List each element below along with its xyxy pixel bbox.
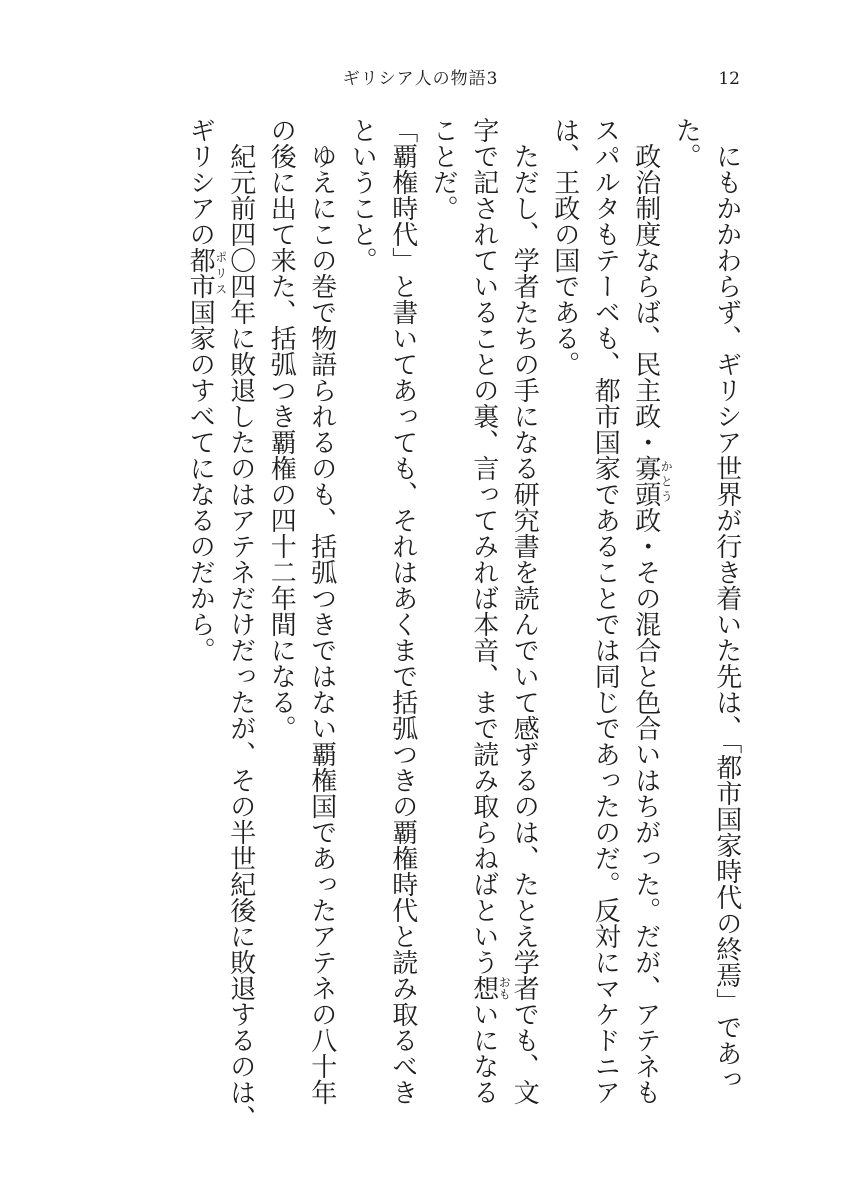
column-text: 国家のすべてになるのだから。 xyxy=(185,299,216,663)
text-column xyxy=(544,117,585,1147)
running-title: ギリシア人の物語3 xyxy=(342,69,499,89)
ruby-annotation: かとう xyxy=(659,460,674,505)
column-text: 「覇権時代」と書いてあっても、それはあくまで括弧つきの覇権時代と読み取るべき xyxy=(387,117,418,1105)
ruby-annotation: ポリス xyxy=(213,251,228,299)
text-column xyxy=(180,117,228,1147)
text-column xyxy=(585,117,626,1147)
column-text: 字で記されていることの裏、言ってみれば本音、まで読み取らねばという xyxy=(468,117,499,975)
text-column xyxy=(342,117,383,1147)
text-column xyxy=(382,117,423,1147)
column-text: ゆえにこの巻で物語られるのも、括弧つきではない覇権国であったアテネの八十年 xyxy=(306,143,337,1105)
text-column xyxy=(666,117,707,1147)
ruby-group xyxy=(468,975,512,1001)
column-text: ギリシアの xyxy=(185,117,216,247)
column-text: 政・その混合と色合いはちがった。だが、アテネも xyxy=(630,507,661,1105)
column-text: ということ。 xyxy=(347,117,378,273)
ruby-base: 寡頭 xyxy=(630,455,661,507)
column-text: 政治制度ならば、民主政・ xyxy=(630,143,661,455)
ruby-base: 想 xyxy=(468,975,499,1001)
column-text: ことだ。 xyxy=(428,117,459,221)
ruby-annotation: おも xyxy=(497,976,512,1000)
text-column xyxy=(423,117,464,1147)
page-number: 12 xyxy=(718,69,740,89)
column-text: スパルタもテーベも、都市国家であることでは同じであったのだ。反対にマケドニア xyxy=(590,117,621,1105)
ruby-base: 都市 xyxy=(185,247,216,299)
column-text: にもかかわらず、ギリシア世界が行き着いた先は、「都市国家時代の終焉」であっ xyxy=(711,143,742,1092)
column-text: 紀元前四〇四年に敗退したのはアテネだけだったが、その半世紀後に敗退するのは、 xyxy=(225,143,256,1131)
column-text: は、王政の国である。 xyxy=(549,117,580,377)
text-column xyxy=(706,117,747,1147)
column-text: いになる xyxy=(468,1001,499,1105)
column-text: ただし、学者たちの手になる研究書を読んでいて感ずるのは、たとえ学者でも、文 xyxy=(509,143,540,1105)
text-column xyxy=(301,117,342,1147)
text-column xyxy=(625,117,674,1147)
text-column xyxy=(261,117,302,1147)
vertical-text-body xyxy=(180,117,747,1147)
text-column xyxy=(463,117,512,1147)
column-text: の後に出て来た、括弧つき覇権の四十二年間になる。 xyxy=(266,117,297,741)
column-text: た。 xyxy=(671,117,702,169)
ruby-group xyxy=(630,455,674,507)
ruby-group xyxy=(185,247,228,299)
